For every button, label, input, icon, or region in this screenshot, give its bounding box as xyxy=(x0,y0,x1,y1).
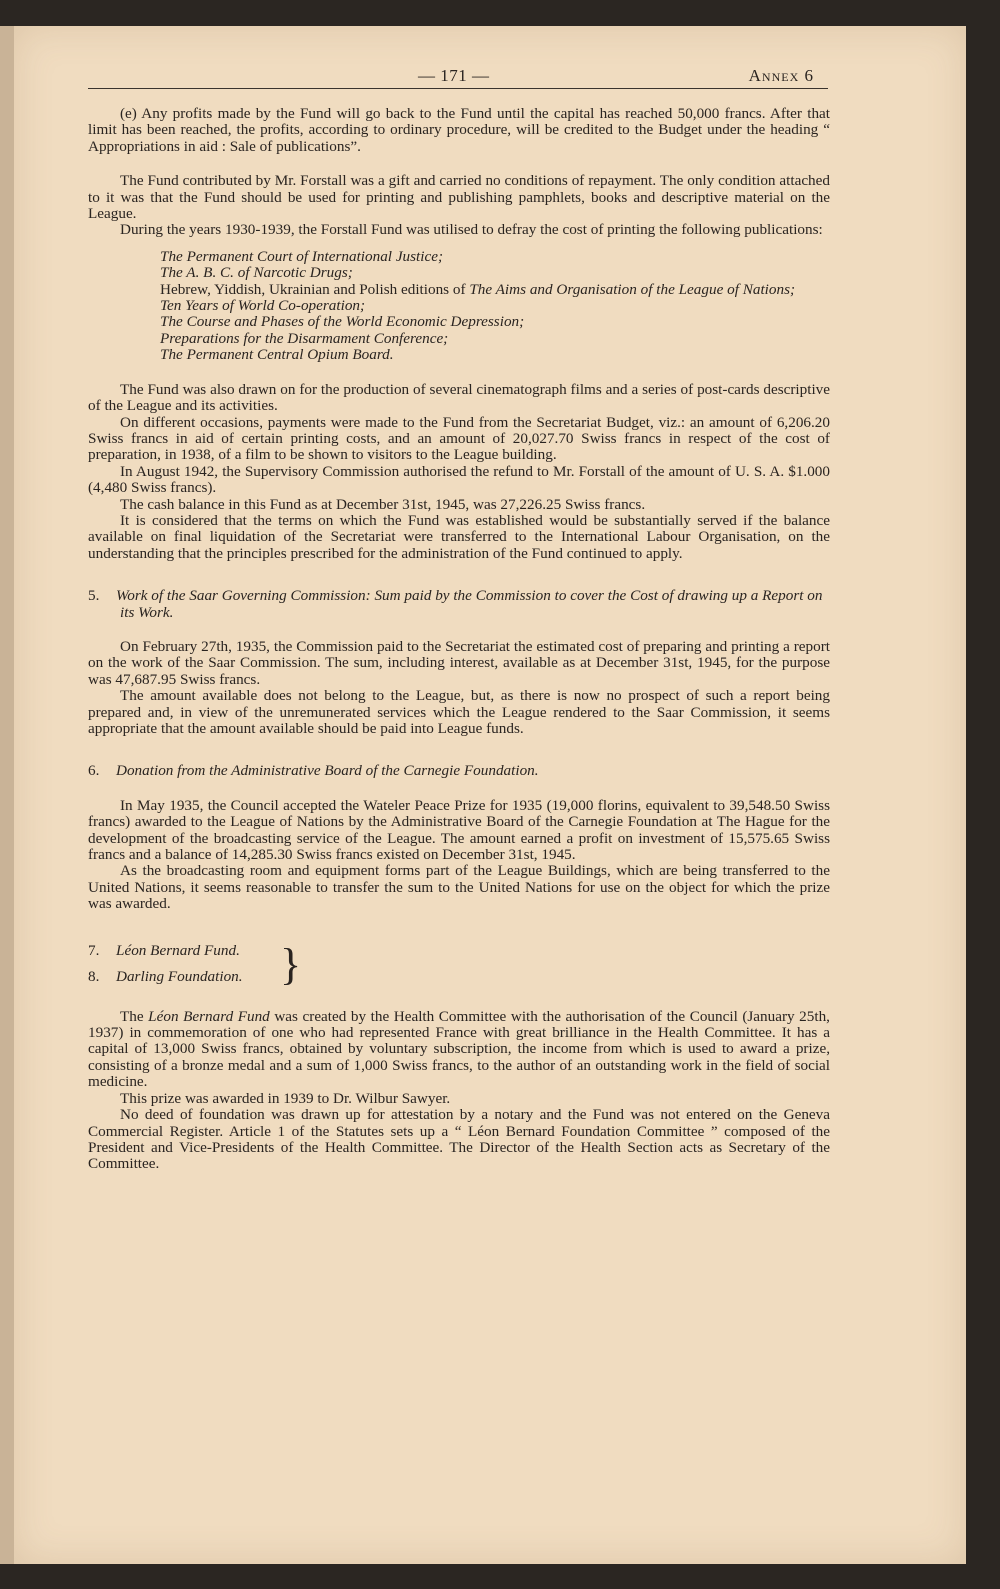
section-number: 8. xyxy=(88,968,100,986)
publication-item: The Permanent Court of International Justice; xyxy=(160,247,444,265)
publication-prefix: Hebrew, Yiddish, Ukrainian and Polish editions of xyxy=(160,280,470,298)
paragraph-e: (e) Any profits made by the Fund will go back to the Fund until the capital has reached 50,000 francs. After that limit has been reached, the profits, according to ordinary procedure, will be credited to the Budget under the heading “ Appropriations in aid : Sale of publications”. xyxy=(88,105,830,155)
publication-item: Ten Years of World Co-operation; xyxy=(160,297,366,315)
forstall-paragraph-6: The cash balance in this Fund as at December 31st, 1945, was 27,226.25 Swiss francs. xyxy=(120,495,646,513)
section-8-heading xyxy=(88,965,830,991)
forstall-paragraph-2: During the years 1930-1939, the Forstall Fund was utilised to defray the cost of printing the following publications: xyxy=(120,221,823,239)
publication-item: The Permanent Central Opium Board. xyxy=(160,346,394,364)
section-7-heading xyxy=(88,939,830,965)
grouping-brace: } xyxy=(280,939,302,989)
section-5-paragraph-2: The amount available does not belong to the League, but, as there is now no prospect of such a report being prepared and, in view of the unremunerated services which the League rendered to the Saar Commission, it seems appropriate that the amount available should be paid into League funds. xyxy=(88,687,830,737)
section-6-paragraph-1: In May 1935, the Council accepted the Wateler Peace Prize for 1935 (19,000 florins, equivalent to 39,548.50 Swiss francs) awarded to the League of Nations by the Administrative Board of the Carnegie Foundation at The Hague for the development of the broadcasting service of the League. The amount earned a profit on investment of 15,575.65 Swiss francs and a balance of 14,285.30 Swiss francs existed on December 31st, 1945. xyxy=(88,796,830,864)
publication-title: The Aims and Organisation of the League of Nations; xyxy=(469,280,796,298)
section-title: Léon Bernard Fund. xyxy=(116,942,240,960)
forstall-paragraph-7: It is considered that the terms on which the Fund was established would be substantially served if the balance available on final liquidation of the Secretariat were transferred to the International Labour Organisation, on the understanding that the principles prescribed for the administration of the Fund continued to apply. xyxy=(88,511,830,562)
section-number: 7. xyxy=(88,942,100,960)
section-title: Darling Foundation. xyxy=(116,968,243,986)
page-header xyxy=(88,66,828,89)
section-7-8-heading xyxy=(88,939,830,991)
section-number: 6. xyxy=(88,762,100,780)
section-6-paragraph-2: As the broadcasting room and equipment forms part of the League Buildings, which are being transferred to the United Nations, it seems reasonable to transfer the sum to the United Nations for use on the object for which the prize was awarded. xyxy=(88,862,830,913)
section-title: Donation from the Administrative Board of the Carnegie Foundation. xyxy=(116,762,539,780)
publication-item: The Course and Phases of the World Economic Depression; xyxy=(160,313,525,331)
text-run: The xyxy=(120,1007,149,1025)
section-number: 5. xyxy=(88,587,100,605)
fund-name: Léon Bernard Fund xyxy=(148,1007,270,1025)
page-left-edge xyxy=(0,26,14,1564)
document-body xyxy=(88,106,830,1173)
document-page xyxy=(14,26,966,1564)
forstall-paragraph-4: On different occasions, payments were made to the Fund from the Secretariat Budget, viz.: an amount of 6,206.20 Swiss francs in aid of certain printing costs, and an amount of 20,027.70 Swiss francs in respect of the cost of preparation, in 1938, of a film to be shown to visitors to the League building. xyxy=(88,413,830,464)
annex-label: Annex 6 xyxy=(748,66,814,85)
publication-item: The A. B. C. of Narcotic Drugs; xyxy=(160,264,353,282)
section-5-heading xyxy=(88,588,830,621)
publication-item xyxy=(160,282,830,298)
text-run: was created by the Health Committee with the authorisation of the Council (January 25th, 1937) in commemoration of one who had represented France with great brilliance in the Health Committee. It has a capital of 13,000 Swiss francs, obtained by voluntary subscription, the income from which is used to award a prize, consisting of a bronze medal and a sum of 1,000 Swiss francs, to the author of an outstanding work in the field of social medicine. xyxy=(88,1007,830,1091)
forstall-paragraph-1: The Fund contributed by Mr. Forstall was a gift and carried no conditions of repayment. The only condition attached to it was that the Fund should be used for printing and publishing pamphlets, books and descriptive material on the League. xyxy=(88,172,830,223)
forstall-paragraph-5: In August 1942, the Supervisory Commission authorised the refund to Mr. Forstall of the amount of U. S. A. $1.000 (4,480 Swiss francs). xyxy=(88,462,830,497)
page-number: — 171 — xyxy=(418,66,490,85)
section-title: Work of the Saar Governing Commission: Sum paid by the Commission to cover the Cost of drawing up a Report on its Work. xyxy=(116,587,823,621)
section-7-paragraph-2: This prize was awarded in 1939 to Dr. Wilbur Sawyer. xyxy=(120,1089,451,1107)
section-7-paragraph-3: No deed of foundation was drawn up for attestation by a notary and the Fund was not entered on the Geneva Commercial Register. Article 1 of the Statutes sets up a “ Léon Bernard Foundation Committee ” composed of the President and Vice-Presidents of the Health Committee. The Director of the Health Section acts as Secretary of the Committee. xyxy=(88,1106,830,1173)
section-7-paragraph-1 xyxy=(88,1009,830,1091)
publication-list xyxy=(88,249,830,364)
forstall-paragraph-3: The Fund was also drawn on for the production of several cinematograph films and a series of post-cards descriptive of the League and its activities. xyxy=(88,380,830,415)
publication-item: Preparations for the Disarmament Conference; xyxy=(160,329,449,347)
section-5-paragraph-1: On February 27th, 1935, the Commission paid to the Secretariat the estimated cost of preparing and printing a report on the work of the Saar Commission. The sum, including interest, available as at December 31st, 1945, for the purpose was 47,687.95 Swiss francs. xyxy=(88,637,830,688)
section-6-heading xyxy=(88,763,830,779)
